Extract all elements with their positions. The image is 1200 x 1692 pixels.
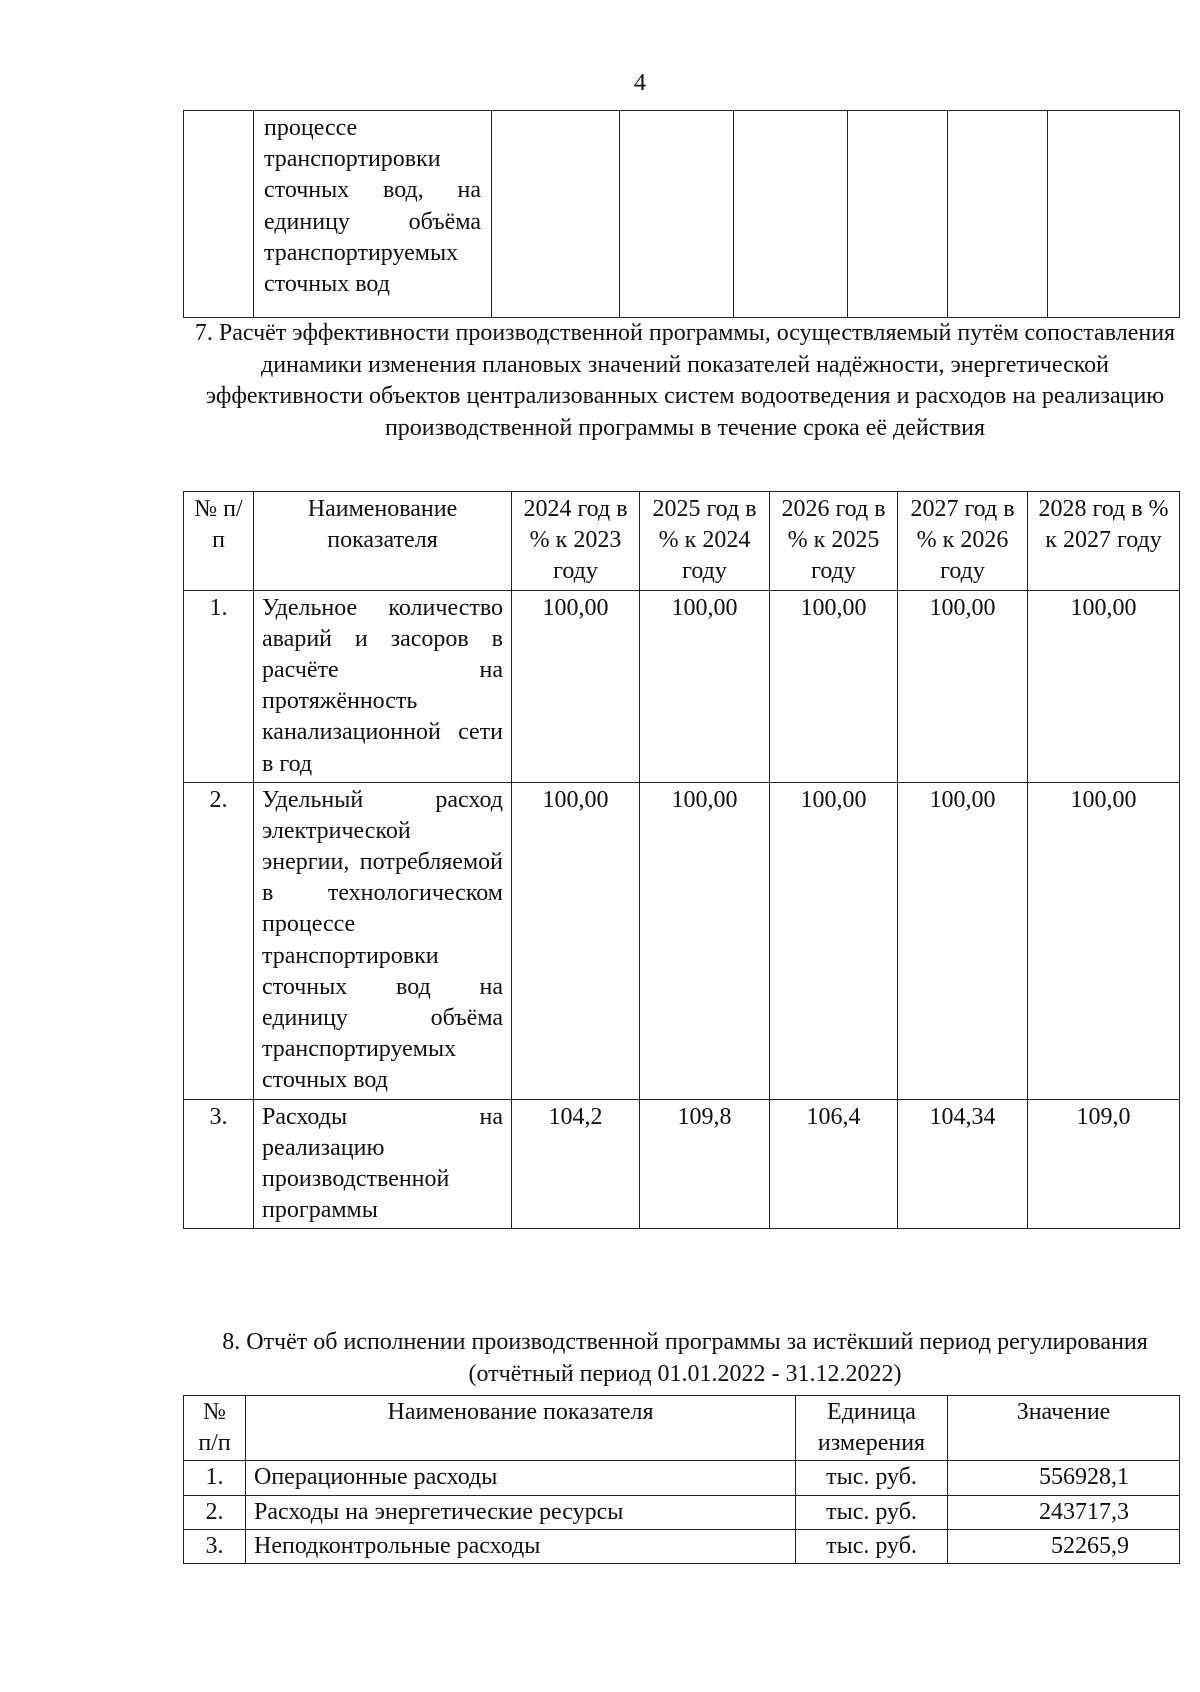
row-name: Расходы на реализацию производственной программы: [254, 1099, 512, 1229]
row-unit: тыс. руб.: [796, 1529, 948, 1563]
row-value: 109,0: [1028, 1099, 1180, 1229]
page-number: 4: [634, 70, 646, 96]
table-row: [184, 782, 1180, 1099]
row-value: 556928,1: [948, 1461, 1180, 1495]
table-cell: [734, 111, 848, 318]
header-2026: 2026 год в % к 2025 году: [770, 492, 898, 591]
table-cell: процессе транспортировки сточных вод, на единицу объёма транспортируемых сточных вод: [254, 111, 492, 318]
row-name: Неподконтрольные расходы: [246, 1529, 796, 1563]
row-value: 100,00: [898, 590, 1028, 782]
table-cell: [492, 111, 620, 318]
table-cell: [184, 111, 254, 318]
row-value: 100,00: [1028, 782, 1180, 1099]
row-value: 100,00: [640, 590, 770, 782]
header-num: № п/п: [184, 1396, 246, 1461]
row-num: 1.: [184, 1461, 246, 1495]
row-value: 52265,9: [948, 1529, 1180, 1563]
row-name: Расходы на энергетические ресурсы: [246, 1495, 796, 1529]
row-name: Операционные расходы: [246, 1461, 796, 1495]
table-row: [184, 1495, 1180, 1529]
row-value: 100,00: [512, 782, 640, 1099]
table-row: [184, 1099, 1180, 1229]
section-7-title: 7. Расчёт эффективности производственной программы, осуществляемый путём сопоставления динамики изменения плановых значений показателей надёжности, энергетической эффективности объектов централизованных систем водоотведения и расходов на реализацию производственной программы в течение срока её действия: [194, 320, 1176, 442]
table-row: [184, 590, 1180, 782]
table-cell: [620, 111, 734, 318]
section-8-title: 8. Отчёт об исполнении производственной программы за истёкший период регулирования (отчётный период 01.01.2022 - 31.12.2022): [222, 1329, 1148, 1387]
row-num: 3.: [184, 1529, 246, 1563]
row-value: 106,4: [770, 1099, 898, 1229]
row-num: 1.: [184, 590, 254, 782]
row-name: Удельное количество аварий и засоров в расчёте на протяжённость канализационной сети в год: [254, 590, 512, 782]
row-value: 100,00: [898, 782, 1028, 1099]
row-value: 104,2: [512, 1099, 640, 1229]
table-row: [184, 1461, 1180, 1495]
row-name: Удельный расход электрической энергии, потребляемой в технологическом процессе транспортировки сточных вод на единицу объёма транспортируемых сточных вод: [254, 782, 512, 1099]
row-value: 243717,3: [948, 1495, 1180, 1529]
header-2028: 2028 год в % к 2027 году: [1028, 492, 1180, 591]
row-num: 2.: [184, 1495, 246, 1529]
header-unit: Единица измерения: [796, 1396, 948, 1461]
table-header-row: [184, 492, 1180, 591]
table-header-row: [184, 1396, 1180, 1461]
table-cell: [1048, 111, 1180, 318]
row-num: 3.: [184, 1099, 254, 1229]
header-num: № п/п: [184, 492, 254, 591]
header-value: Значение: [948, 1396, 1180, 1461]
table-cell: [848, 111, 948, 318]
row-value: 100,00: [770, 782, 898, 1099]
table-row: [184, 111, 1180, 318]
row-value: 100,00: [640, 782, 770, 1099]
row-value: 100,00: [512, 590, 640, 782]
row-value: 100,00: [1028, 590, 1180, 782]
continuation-table: [183, 110, 1180, 318]
table-cell: [948, 111, 1048, 318]
report-table: [183, 1395, 1180, 1564]
table-row: [184, 1529, 1180, 1563]
header-name: Наименование показателя: [246, 1396, 796, 1461]
row-value: 104,34: [898, 1099, 1028, 1229]
row-num: 2.: [184, 782, 254, 1099]
row-value: 109,8: [640, 1099, 770, 1229]
row-value: 100,00: [770, 590, 898, 782]
row-unit: тыс. руб.: [796, 1495, 948, 1529]
header-2027: 2027 год в % к 2026 году: [898, 492, 1028, 591]
header-name: Наименование показателя: [254, 492, 512, 591]
efficiency-table: [183, 491, 1180, 1229]
row-unit: тыс. руб.: [796, 1461, 948, 1495]
header-2025: 2025 год в % к 2024 году: [640, 492, 770, 591]
header-2024: 2024 год в % к 2023 году: [512, 492, 640, 591]
